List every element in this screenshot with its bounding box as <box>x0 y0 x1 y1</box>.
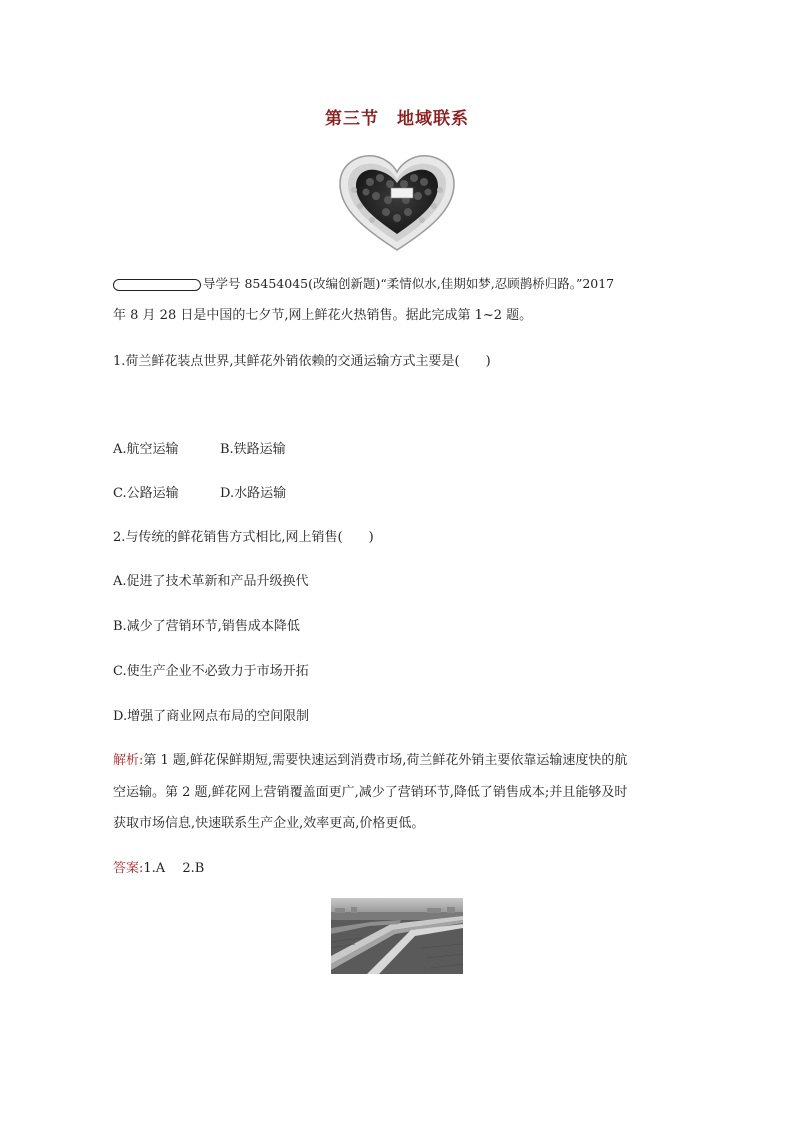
page-title <box>0 104 794 129</box>
analysis-label: 解析: <box>113 753 144 768</box>
question-1-option-a: A.航空运输 <box>113 442 179 457</box>
analysis-line-1 <box>113 752 627 770</box>
question-2-option-d: D.增强了商业网点布局的空间限制 <box>113 709 310 724</box>
question-1-stem: 1.荷兰鲜花装点世界,其鲜花外销依赖的交通运输方式主要是( ) <box>113 354 491 369</box>
title-section-number: 第三节 <box>325 109 379 129</box>
analysis-line-3: 获取市场信息,快速联系生产企业,效率更高,价格更低。 <box>113 816 425 831</box>
question-1-option-b: B.铁路运输 <box>220 442 286 457</box>
answer-line <box>113 860 204 878</box>
analysis-line-2: 空运输。第 2 题,鲜花网上营销覆盖面更广,减少了营销环节,降低了销售成本;并且能够及时 <box>113 785 628 800</box>
question-2-option-b: B.减少了营销环节,销售成本降低 <box>113 619 300 634</box>
intro-line-2: 年 8 月 28 日是中国的七夕节,网上鲜花火热销售。据此完成第 1~2 题。 <box>113 308 533 323</box>
question-2-option-a: A.促进了技术革新和产品升级换代 <box>113 574 309 589</box>
answer-label: 答案: <box>113 861 144 876</box>
answer-text: 1.A 2.B <box>143 861 205 876</box>
flower-box-photo <box>336 150 458 256</box>
question-1-option-d: D.水路运输 <box>220 486 287 501</box>
question-2-option-c: C.使生产企业不必致力于市场开拓 <box>113 664 309 679</box>
question-1-option-c: C.公路运输 <box>113 486 179 501</box>
intro-text-1: 导学号 85454045(改编创新题)“柔情似水,佳期如梦,忍顾鹊桥归路。”2017 <box>203 276 615 291</box>
intro-line-1 <box>113 275 614 294</box>
title-topic: 地域联系 <box>397 109 469 129</box>
question-2-stem: 2.与传统的鲜花销售方式相比,网上销售( ) <box>113 530 374 545</box>
guide-number-box <box>113 279 201 291</box>
analysis-text-1: 第 1 题,鲜花保鲜期短,需要快速运到消费市场,荷兰鲜花外销主要依靠运输速度快的航 <box>143 753 628 768</box>
highway-photo <box>331 898 463 974</box>
